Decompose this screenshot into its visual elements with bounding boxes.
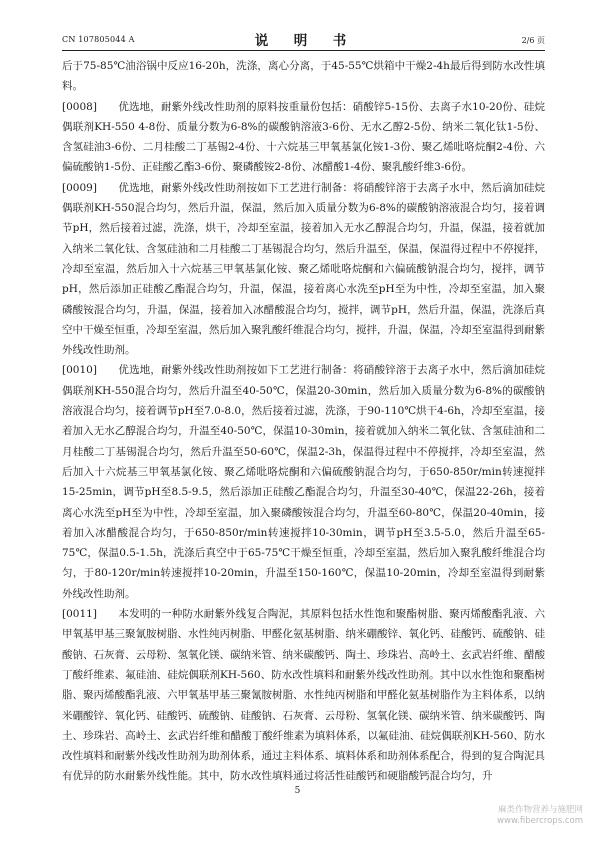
watermark-url: www.fibercrops.com [497, 816, 583, 826]
paragraph-0010 [62, 360, 545, 604]
document-body [62, 56, 545, 787]
paragraph-0011 [62, 604, 545, 787]
paragraph-0009 [62, 178, 545, 361]
paragraph-text: 优选地，耐紫外线改性助剂按如下工艺进行制备：将硝酸锌溶于去离子水中，然后滴加硅烷偶联剂KH-550混合均匀，然后升温，保温，然后加入质量分数为6-8%的碳酸钠溶液混合均匀，接着调节pH，然后接着过滤，洗涤，烘干，冷却至室温，接着加入无水乙醇混合均匀，升温，保温，接着就加入纳米二氧化钛、含氢硅油和二月桂酸二丁基锡混合均匀，然后升温至，保温，保温得过程中不停搅拌，冷却至室温，然后加入十六烷基三甲氧基氯化铵、聚乙烯吡咯烷酮和六偏硫酸钠混合均匀，搅拌，调节pH，然后添加正硅酸乙酯混合均匀，升温，保温，接着离心水洗至pH至为中性，冷却至室温，加入聚磷酸铵混合均匀，升温，保温，接着加入冰醋酸混合均匀，搅拌，调节pH，然后升温，保温，洗涤后真空中干燥至恒重，冷却至室温，然后加入聚乳酸纤维混合均匀，搅拌，升温，保温，冷却至室温得到耐紫外线改性助剂。 [62, 181, 545, 357]
paragraph-text: 后于75-85℃油浴锅中反应16-20h，洗涤，离心分离，于45-55℃烘箱中干燥2-4h最后得到防水改性填料。 [62, 60, 545, 93]
paragraph-tag: [0008] [62, 100, 97, 113]
page-number: 5 [294, 786, 301, 796]
site-watermark [497, 805, 583, 827]
paragraph-0008 [62, 97, 545, 178]
paragraph-continuation [62, 56, 545, 97]
paragraph-tag: [0010] [62, 364, 97, 377]
page-header [62, 28, 545, 51]
watermark-title: 麻类作物营养与施肥网 [497, 805, 583, 815]
paragraph-tag: [0011] [62, 608, 97, 621]
paragraph-text: 优选地，耐紫外线改性助剂按如下工艺进行制备：将硝酸锌溶于去离子水中，然后滴加硅烷偶联剂KH-550混合均匀，然后升温至40-50℃，保温20-30min，然后加入质量分数为6-8%的碳酸钠溶液混合均匀，接着调节pH至7.0-8.0，然后接着过滤，洗涤，于90-110℃烘干4-6h，冷却至室温，接着加入无水乙醇混合均匀，升温至40-50℃，保温10-30min，接着就加入纳米二氧化钛、含氢硅油和二月桂酸二丁基锡混合均匀，然后升温至50-60℃，保温2-3h，保温得过程中不停搅拌，冷却至室温，然后加入十六烷基三甲氧基氯化铵、聚乙烯吡咯烷酮和六偏硫酸钠混合均匀，于650-850r/min转速搅拌15-25min，调节pH至8.5-9.5，然后添加正硅酸乙酯混合均匀，升温至30-40℃，保温22-26h，接着离心水洗至pH至为中性，冷却至室温，加入聚磷酸铵混合均匀，升温至60-80℃，保温20-40min，接着加入冰醋酸混合均匀，于650-850r/min转速搅拌10-30min，调节pH至3.5-5.0，然后升温至65-75℃，保温0.5-1.5h，洗涤后真空中于65-75℃干燥至恒重，冷却至室温，然后加入聚乳酸纤维混合均匀，于80-120r/min转速搅拌10-20min，升温至150-160℃，保温10-20min，冷却至室温得到耐紫外线改性助剂。 [62, 364, 545, 600]
paragraph-text: 优选地，耐紫外线改性助剂的原料按重量份包括：硝酸锌5-15份、去离子水10-20份、硅烷偶联剂KH-550 4-8份、质量分数为6-8%的碳酸钠溶液3-6份、无水乙醇2-5份、纳米二氧化钛1-5份、含氢硅油3-6份、二月桂酸二丁基锡2-4份、十六烷基三甲氧基氯化铵1-3份、聚乙烯吡咯烷酮2-4份、六偏硫酸钠1-5份、正硅酸乙酯3-6份、聚磷酸铵2-8份、冰醋酸1-4份、聚乳酸纤维3-6份。 [62, 100, 545, 174]
paragraph-tag: [0009] [62, 181, 97, 194]
paragraph-text: 本发明的一种防水耐紫外线复合陶泥，其原料包括水性饱和聚酯树脂、聚丙烯酸酯乳液、六甲氧基甲基三聚氰胺树脂、水性纯丙树脂、甲醛化氨基树脂、纳米硼酸锌、氧化钙、硅酸钙、硫酸钠、硅酸钠、石灰膏、云母粉、氢氧化镁、碳纳米管、纳米碳酸钙、陶土、珍珠岩、高岭土、玄武岩纤维、醋酸丁酸纤维素、氟硅油、硅烷偶联剂KH-560、防水改性填料和耐紫外线改性助剂。其中以水性饱和聚酯树脂、聚丙烯酸酯乳液、六甲氧基甲基三聚氰胺树脂、水性纯丙树脂和甲醛化氨基树脂作为主料体系，以纳米硼酸锌、氧化钙、硅酸钙、硫酸钠、硅酸钠、石灰膏、云母粉、氢氧化镁、碳纳米管、纳米碳酸钙、陶土、珍珠岩、高岭土、玄武岩纤维和醋酸丁酸纤维素为填料体系，以氟硅油、硅烷偶联剂KH-560、防水改性填料和耐紫外线改性助剂为助剂体系，通过主料体系、填料体系和助剂体系配合，得到的复合陶泥具有优异的防水耐紫外线性能。其中，防水改性填料通过将活性硅酸钙和硬脂酸钙混合均匀，升 [62, 608, 545, 783]
page-reference: 2/6 页 [521, 36, 545, 45]
document-title: 说 明 书 [254, 33, 353, 49]
publication-number: CN 107805044 A [62, 35, 135, 44]
